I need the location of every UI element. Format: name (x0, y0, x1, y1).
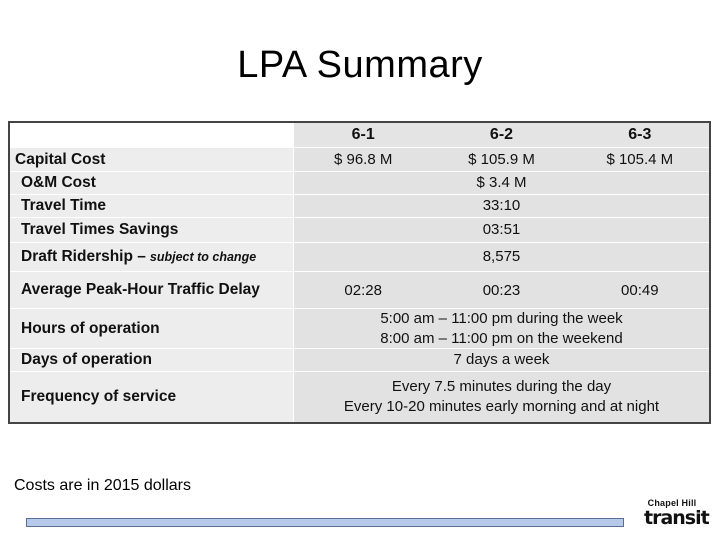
table-row (10, 218, 709, 243)
row-label: Travel Times Savings (10, 218, 294, 242)
table-cell: $ 96.8 M (333, 151, 393, 168)
table-row (10, 372, 709, 422)
table-cell: 03:51 (482, 221, 521, 238)
table-cell: $ 3.4 M (476, 174, 527, 191)
footnote: Costs are in 2015 dollars (14, 477, 191, 494)
lpa-summary-table (8, 121, 711, 424)
chapel-hill-transit-logo (644, 498, 709, 530)
table-cell: 00:49 (621, 281, 659, 299)
row-label: Travel Time (10, 195, 294, 217)
table-cell: 02:28 (344, 281, 382, 299)
table-cell: 7 days a week (453, 351, 550, 368)
table-cell (294, 377, 709, 417)
table-row (10, 309, 709, 349)
table-cell: 00:23 (482, 281, 521, 299)
column-header: 6-2 (489, 126, 514, 143)
table-cell: $ 105.4 M (606, 151, 674, 168)
row-label: Days of operation (10, 349, 294, 371)
footer-bar (26, 518, 624, 527)
table-cell: $ 105.9 M (468, 151, 535, 168)
row-label: Average Peak-Hour Traffic Delay (10, 272, 294, 308)
slide-title: LPA Summary (237, 44, 483, 86)
logo-line-2: transit (644, 507, 709, 529)
header-blank (10, 123, 294, 147)
row-label: Capital Cost (10, 148, 294, 171)
cell-line: 5:00 am – 11:00 pm during the week (380, 309, 623, 327)
row-label: Hours of operation (10, 309, 294, 348)
table-row (10, 349, 709, 372)
table-header-row (10, 123, 709, 148)
row-label-note: subject to change (149, 250, 257, 264)
table-row (10, 272, 709, 309)
column-header: 6-3 (628, 126, 652, 143)
column-header: 6-1 (351, 126, 375, 143)
cell-line: Every 10-20 minutes early morning and at night (343, 398, 660, 415)
table-row (10, 195, 709, 218)
row-label: Frequency of service (10, 372, 294, 422)
row-label-text: Draft Ridership – (21, 248, 146, 265)
table-row (10, 243, 709, 272)
logo-line-1: Chapel Hill (647, 498, 697, 508)
row-label: O&M Cost (10, 172, 294, 194)
cell-line: Every 7.5 minutes during the day (391, 378, 612, 395)
cell-line: 8:00 am – 11:00 pm on the weekend (380, 329, 623, 347)
table-row (10, 148, 709, 172)
table-cell (294, 309, 709, 349)
table-cell: 8,575 (482, 248, 521, 265)
table-cell: 33:10 (482, 197, 521, 214)
table-row (10, 172, 709, 195)
row-label (10, 243, 294, 271)
